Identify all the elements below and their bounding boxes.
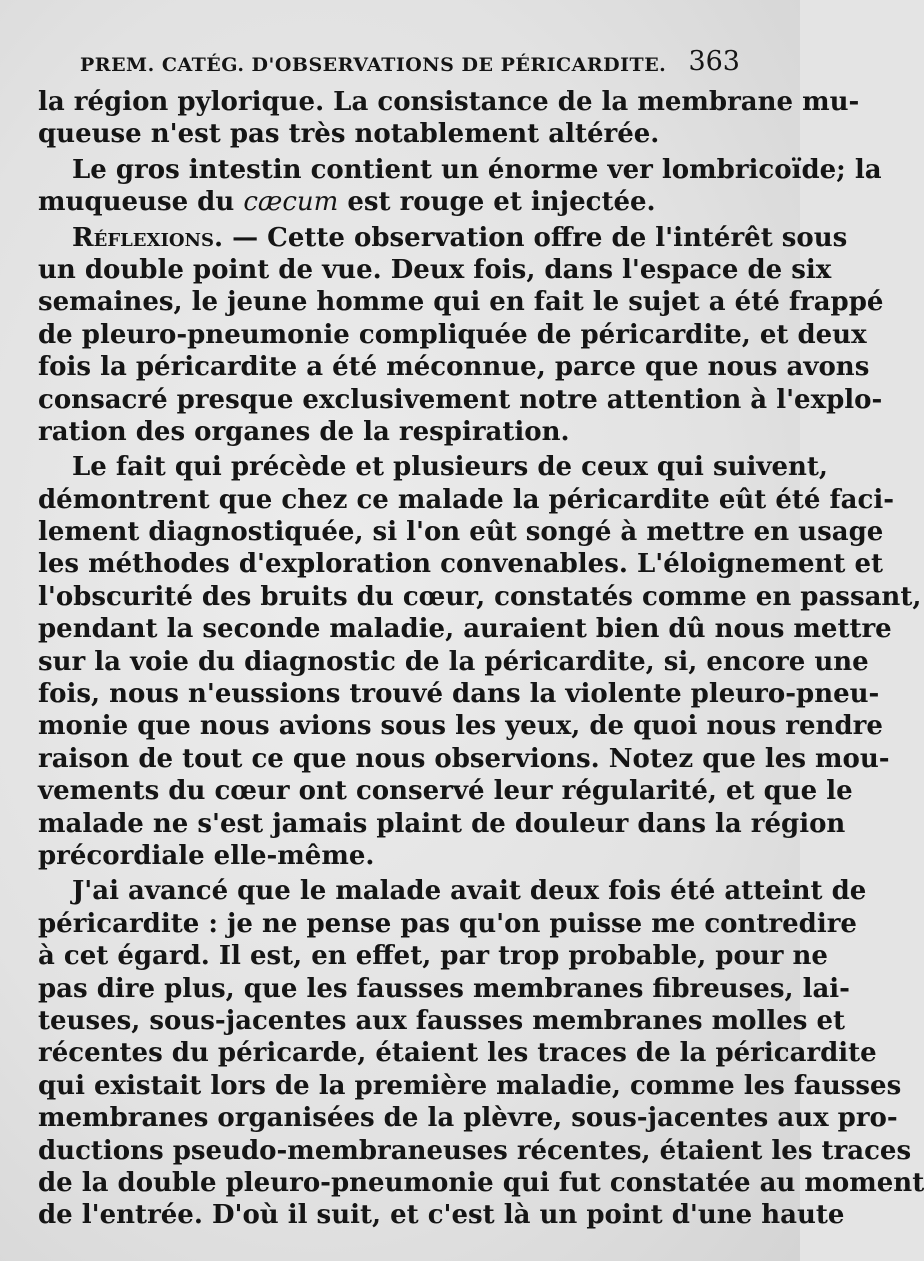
paragraph bbox=[38, 875, 924, 1231]
text-line: pas dire plus, que les fausses membranes fibreuses, lai- bbox=[38, 973, 850, 1004]
text-line: la région pylorique. La consistance de la membrane mu- bbox=[38, 87, 860, 117]
text-line: raison de tout ce que nous observions. Notez que les mou- bbox=[38, 743, 890, 774]
paragraph bbox=[38, 451, 922, 872]
text-line: semaines, le jeune homme qui en fait le sujet a été frappé bbox=[38, 287, 884, 318]
text-line: de la double pleuro-pneumonie qui fut constatée au moment bbox=[38, 1167, 924, 1198]
text-line: ductions pseudo-membraneuses récentes, étaient les traces bbox=[38, 1135, 912, 1166]
text-line: ration des organes de la respiration. bbox=[38, 416, 570, 447]
text-line: récentes du péricarde, étaient les traces de la péricardite bbox=[38, 1038, 877, 1069]
text-line-with-lead bbox=[38, 222, 848, 254]
text-line: de pleuro-pneumonie compliquée de péricardite, et deux bbox=[38, 319, 867, 350]
page-number: 363 bbox=[688, 46, 740, 77]
section-lead: Réflexions. bbox=[72, 222, 224, 253]
text-line: fois, nous n'eussions trouvé dans la violente pleuro-pneu- bbox=[38, 679, 880, 710]
text-line: de l'entrée. D'où il suit, et c'est là un point d'une haute bbox=[38, 1200, 845, 1231]
paragraph bbox=[38, 222, 884, 449]
text-line: J'ai avancé que le malade avait deux fois été atteint de bbox=[72, 876, 867, 907]
running-title: PREM. CATÉG. D'OBSERVATIONS DE PÉRICARDITE. bbox=[80, 54, 667, 76]
text-line: sur la voie du diagnostic de la péricardite, si, encore une bbox=[38, 646, 869, 677]
text-line: précordiale elle-même. bbox=[38, 840, 375, 871]
text-line-with-italic bbox=[38, 186, 754, 218]
text-line: l'obscurité des bruits du cœur, constatés comme en passant, bbox=[38, 581, 922, 612]
italic-term: cæcum bbox=[243, 187, 339, 218]
text-line: fois la péricardite a été méconnue, parce que nous avons bbox=[38, 352, 870, 383]
paragraph bbox=[38, 154, 882, 219]
text-line: qui existait lors de la première maladie, comme les fausses bbox=[38, 1070, 902, 1101]
text-line: démontrent que chez ce malade la péricardite eût été faci- bbox=[38, 484, 895, 515]
text-segment: muqueuse du bbox=[38, 187, 244, 218]
text-line: consacré presque exclusivement notre attention à l'explo- bbox=[38, 384, 883, 415]
text-line: à cet égard. Il est, en effet, par trop probable, pour ne bbox=[38, 941, 828, 972]
text-line: un double point de vue. Deux fois, dans l'espace de six bbox=[38, 254, 832, 285]
text-line: membranes organisées de la plèvre, sous-jacentes aux pro- bbox=[38, 1103, 898, 1134]
text-line: lement diagnostiquée, si l'on eût songé à mettre en usage bbox=[38, 517, 884, 548]
text-segment: est rouge et injectée. bbox=[338, 187, 656, 218]
text-line: monie que nous avions sous les yeux, de quoi nous rendre bbox=[38, 711, 883, 742]
text-line: péricardite : je ne pense pas qu'on puisse me contredire bbox=[38, 908, 857, 939]
text-line: vements du cœur ont conservé leur régularité, et que le bbox=[38, 776, 853, 807]
paragraph bbox=[38, 86, 860, 151]
text-line: pendant la seconde maladie, auraient bien dû nous mettre bbox=[38, 614, 892, 645]
text-line: Le fait qui précède et plusieurs de ceux qui suivent, bbox=[72, 452, 828, 483]
text-line: queuse n'est pas très notablement altérée. bbox=[38, 119, 660, 150]
text-line: les méthodes d'exploration convenables. L'éloignement et bbox=[38, 549, 884, 580]
body-text bbox=[38, 86, 924, 1232]
text-segment: — Cette observation offre de l'intérêt sous bbox=[223, 222, 848, 253]
text-line: Le gros intestin contient un énorme ver lombricoïde; la bbox=[72, 154, 882, 185]
text-line: teuses, sous-jacentes aux fausses membranes molles et bbox=[38, 1005, 846, 1036]
page-header bbox=[40, 44, 740, 84]
text-line: malade ne s'est jamais plaint de douleur dans la région bbox=[38, 808, 846, 839]
